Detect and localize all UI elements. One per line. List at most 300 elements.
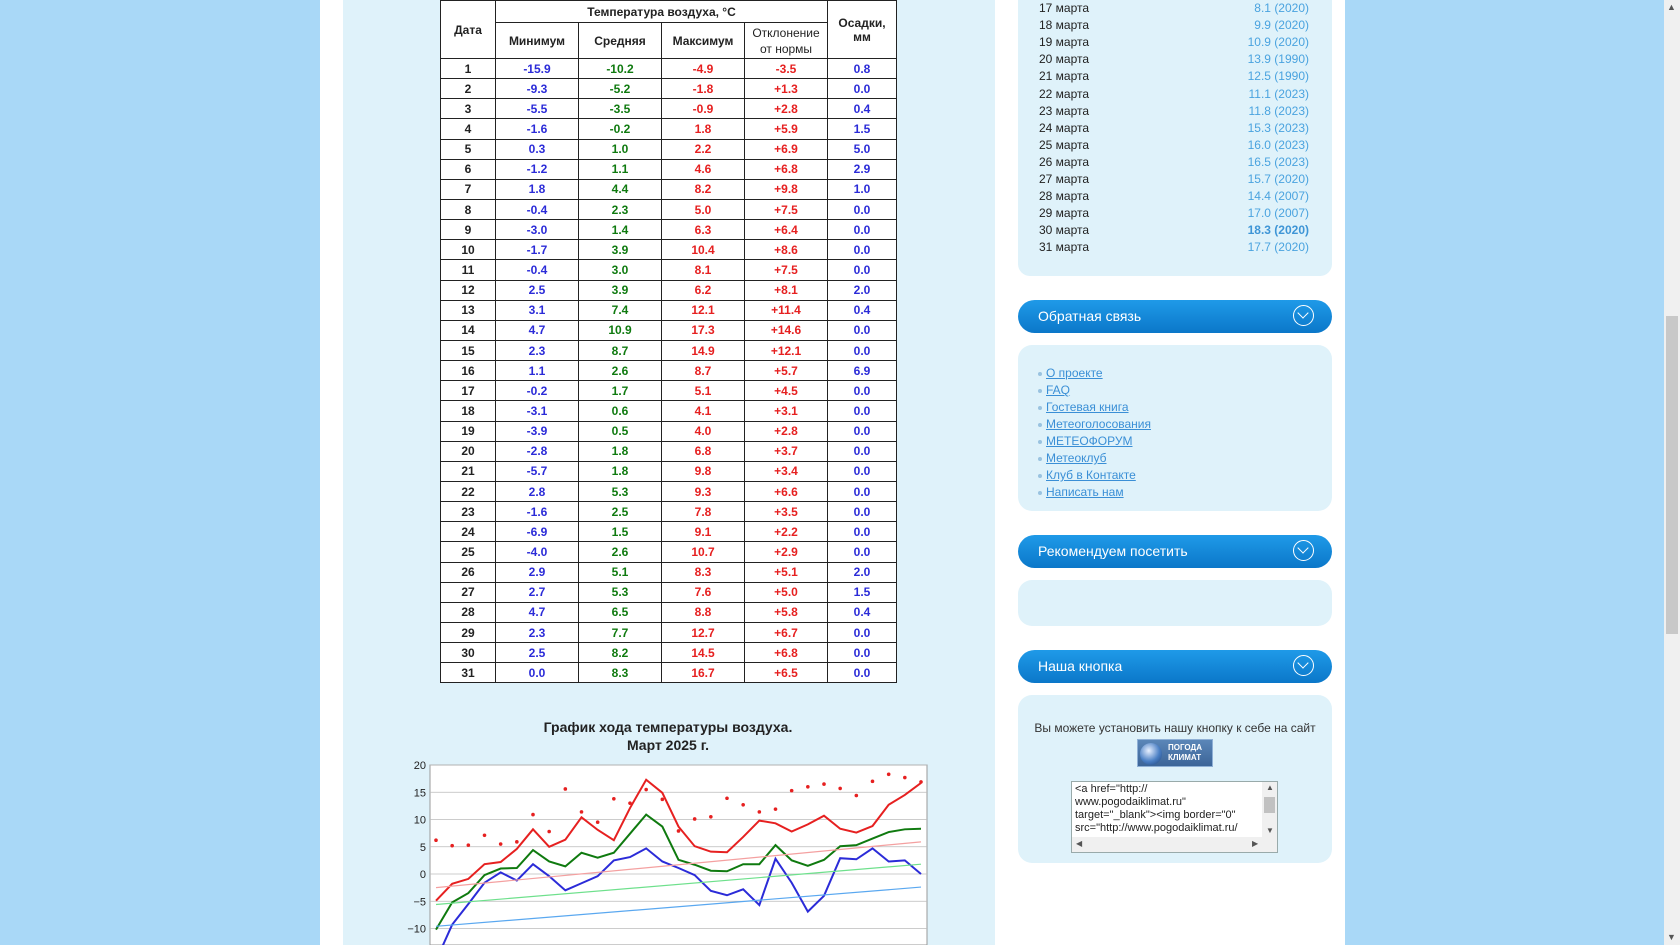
table-row bbox=[441, 79, 897, 99]
cell-min: 0.0 bbox=[496, 663, 579, 683]
records-box bbox=[1018, 0, 1332, 276]
list-item bbox=[1038, 416, 1151, 433]
cell-date: 30 bbox=[441, 643, 496, 663]
globe-icon bbox=[1140, 743, 1162, 765]
list-item bbox=[1038, 450, 1151, 467]
bullet-icon bbox=[1038, 474, 1042, 478]
cell-precip: 0.0 bbox=[828, 643, 897, 663]
cell-min: -6.9 bbox=[496, 522, 579, 542]
cell-precip: 0.0 bbox=[828, 199, 897, 219]
cell-avg: -5.2 bbox=[579, 79, 662, 99]
code-vertical-scrollbar[interactable] bbox=[1262, 782, 1277, 838]
cell-deviation: +3.5 bbox=[745, 502, 828, 522]
table-row bbox=[441, 99, 897, 119]
chart-title-line1: График хода температуры воздуха. bbox=[543, 719, 793, 735]
record-day: 21 марта bbox=[1039, 69, 1090, 84]
cell-max: 14.5 bbox=[662, 643, 745, 663]
cell-precip: 0.8 bbox=[828, 59, 897, 79]
table-row bbox=[441, 260, 897, 280]
cell-deviation: +2.8 bbox=[745, 99, 828, 119]
record-point bbox=[806, 785, 810, 789]
cell-deviation: +3.1 bbox=[745, 401, 828, 421]
cell-date: 29 bbox=[441, 622, 496, 642]
button-section-header[interactable] bbox=[1018, 650, 1332, 683]
scroll-down-icon[interactable]: ▼ bbox=[1266, 826, 1274, 835]
cell-date: 4 bbox=[441, 119, 496, 139]
recommend-box bbox=[1018, 580, 1332, 626]
cell-avg: 8.3 bbox=[579, 663, 662, 683]
cell-deviation: +9.8 bbox=[745, 179, 828, 199]
cell-min: 2.9 bbox=[496, 562, 579, 582]
cell-avg: 5.3 bbox=[579, 481, 662, 501]
record-row bbox=[1039, 239, 1309, 256]
cell-date: 15 bbox=[441, 340, 496, 360]
record-point bbox=[709, 815, 713, 819]
cell-max: 4.1 bbox=[662, 401, 745, 421]
cell-deviation: +11.4 bbox=[745, 300, 828, 320]
cell-precip: 0.0 bbox=[828, 481, 897, 501]
cell-date: 21 bbox=[441, 461, 496, 481]
cell-precip: 5.0 bbox=[828, 139, 897, 159]
header-deviation bbox=[745, 23, 828, 59]
record-point bbox=[677, 829, 681, 833]
page-scroll-thumb[interactable] bbox=[1666, 316, 1678, 634]
bullet-icon bbox=[1038, 491, 1042, 495]
header-deviation-line2: от нормы bbox=[759, 41, 813, 56]
record-point bbox=[838, 787, 842, 791]
record-day: 26 марта bbox=[1039, 154, 1090, 169]
cell-deviation: +7.5 bbox=[745, 260, 828, 280]
table-row bbox=[441, 220, 897, 240]
record-value: 10.9 (2020) bbox=[1247, 35, 1309, 50]
record-point bbox=[758, 810, 762, 814]
record-day: 18 марта bbox=[1039, 18, 1090, 33]
record-row bbox=[1039, 103, 1309, 120]
table-body bbox=[441, 59, 897, 683]
bullet-icon bbox=[1038, 440, 1042, 444]
cell-min: -5.5 bbox=[496, 99, 579, 119]
cell-min: -1.7 bbox=[496, 240, 579, 260]
cell-avg: 7.7 bbox=[579, 622, 662, 642]
cell-precip: 0.0 bbox=[828, 542, 897, 562]
cell-min: -0.4 bbox=[496, 260, 579, 280]
cell-min: -1.6 bbox=[496, 119, 579, 139]
record-day: 30 марта bbox=[1039, 223, 1090, 238]
cell-date: 16 bbox=[441, 361, 496, 381]
cell-max: 6.8 bbox=[662, 441, 745, 461]
cell-deviation: +2.2 bbox=[745, 522, 828, 542]
record-day: 31 марта bbox=[1039, 240, 1090, 255]
record-point bbox=[919, 780, 923, 784]
cell-avg: 0.5 bbox=[579, 421, 662, 441]
record-row bbox=[1039, 120, 1309, 137]
record-value: 16.0 (2023) bbox=[1247, 137, 1309, 152]
record-value: 11.1 (2023) bbox=[1248, 86, 1309, 101]
cell-max: 8.2 bbox=[662, 179, 745, 199]
bullet-icon bbox=[1038, 457, 1042, 461]
record-point bbox=[693, 817, 697, 821]
record-point bbox=[580, 810, 584, 814]
record-row bbox=[1039, 51, 1309, 68]
cell-precip: 6.9 bbox=[828, 361, 897, 381]
badge-line2: КЛИМАТ bbox=[1168, 753, 1202, 762]
cell-date: 6 bbox=[441, 159, 496, 179]
record-value: 11.8 (2023) bbox=[1248, 103, 1309, 118]
table-row bbox=[441, 542, 897, 562]
cell-date: 20 bbox=[441, 441, 496, 461]
feedback-link[interactable]: Написать нам bbox=[1046, 485, 1124, 499]
record-day: 29 марта bbox=[1039, 206, 1090, 221]
record-day: 25 марта bbox=[1039, 137, 1090, 152]
code-scroll-thumb[interactable] bbox=[1264, 797, 1275, 813]
chevron-down-icon[interactable] bbox=[1293, 305, 1314, 326]
bullet-icon bbox=[1038, 389, 1042, 393]
table-row bbox=[441, 401, 897, 421]
record-row bbox=[1039, 0, 1309, 17]
badge-line1: ПОГОДА bbox=[1168, 743, 1202, 752]
cell-precip: 0.0 bbox=[828, 622, 897, 642]
cell-min: 1.1 bbox=[496, 361, 579, 381]
cell-date: 28 bbox=[441, 602, 496, 622]
y-tick-label: 20 bbox=[413, 760, 426, 772]
cell-precip: 0.0 bbox=[828, 381, 897, 401]
cell-date: 9 bbox=[441, 220, 496, 240]
cell-max: 7.8 bbox=[662, 502, 745, 522]
cell-date: 14 bbox=[441, 320, 496, 340]
cell-date: 10 bbox=[441, 240, 496, 260]
header-date: Дата bbox=[441, 1, 496, 59]
feedback-link[interactable]: Клуб в Контакте bbox=[1046, 468, 1136, 482]
record-value: 15.7 (2020) bbox=[1247, 172, 1309, 186]
cell-avg: 10.9 bbox=[579, 320, 662, 340]
cell-deviation: +6.7 bbox=[745, 622, 828, 642]
cell-max: 9.3 bbox=[662, 481, 745, 501]
cell-max: 2.2 bbox=[662, 139, 745, 159]
record-value: 9.9 (2020) bbox=[1254, 18, 1309, 33]
record-point bbox=[450, 844, 454, 848]
scroll-left-icon[interactable]: ◀ bbox=[1076, 839, 1083, 848]
cell-min: 2.3 bbox=[496, 622, 579, 642]
table-row bbox=[441, 562, 897, 582]
feedback-header[interactable] bbox=[1018, 300, 1332, 333]
temperature-chart bbox=[400, 757, 940, 945]
record-point bbox=[612, 797, 616, 801]
cell-precip: 2.0 bbox=[828, 562, 897, 582]
y-tick-label: 15 bbox=[413, 787, 426, 800]
table-row bbox=[441, 663, 897, 683]
table-row bbox=[441, 199, 897, 219]
cell-deviation: +6.5 bbox=[745, 663, 828, 683]
cell-avg: 4.4 bbox=[579, 179, 662, 199]
page-scrollbar[interactable] bbox=[1664, 0, 1680, 945]
table-row bbox=[441, 381, 897, 401]
table-row bbox=[441, 441, 897, 461]
cell-precip: 0.0 bbox=[828, 522, 897, 542]
cell-date: 7 bbox=[441, 179, 496, 199]
cell-avg: 1.8 bbox=[579, 461, 662, 481]
cell-max: 8.7 bbox=[662, 361, 745, 381]
record-point bbox=[871, 780, 875, 784]
cell-avg: 8.2 bbox=[579, 643, 662, 663]
chart-title-line2: Март 2025 г. bbox=[626, 737, 710, 753]
cell-avg: 1.5 bbox=[579, 522, 662, 542]
cell-max: 6.3 bbox=[662, 220, 745, 240]
cell-min: 0.3 bbox=[496, 139, 579, 159]
cell-max: 9.8 bbox=[662, 461, 745, 481]
record-point bbox=[741, 803, 745, 807]
cell-min: -0.4 bbox=[496, 199, 579, 219]
y-tick-label: 10 bbox=[413, 814, 426, 827]
record-point bbox=[596, 820, 600, 824]
code-textarea[interactable] bbox=[1071, 781, 1278, 853]
record-value: 14.4 (2007) bbox=[1247, 189, 1309, 204]
record-row bbox=[1039, 171, 1309, 188]
button-section-title: Наша кнопка bbox=[1038, 658, 1123, 674]
cell-deviation: +14.6 bbox=[745, 320, 828, 340]
table-row bbox=[441, 59, 897, 79]
list-item bbox=[1038, 433, 1151, 450]
cell-max: 9.1 bbox=[662, 522, 745, 542]
record-point bbox=[644, 788, 648, 792]
header-deviation-line1: Отклонение bbox=[752, 25, 820, 40]
cell-avg: 2.5 bbox=[579, 502, 662, 522]
cell-min: -4.0 bbox=[496, 542, 579, 562]
record-point bbox=[822, 782, 826, 786]
feedback-title: Обратная связь bbox=[1038, 308, 1142, 324]
cell-max: 1.8 bbox=[662, 119, 745, 139]
record-row bbox=[1039, 86, 1309, 103]
cell-min: 1.8 bbox=[496, 179, 579, 199]
feedback-link[interactable]: FAQ bbox=[1046, 383, 1071, 397]
cell-precip: 0.0 bbox=[828, 220, 897, 240]
cell-max: 8.3 bbox=[662, 562, 745, 582]
record-point bbox=[499, 842, 503, 846]
cell-max: 5.1 bbox=[662, 381, 745, 401]
feedback-link[interactable]: О проекте bbox=[1046, 366, 1103, 380]
cell-min: 2.5 bbox=[496, 280, 579, 300]
cell-min: -5.7 bbox=[496, 461, 579, 481]
code-horizontal-scrollbar[interactable] bbox=[1072, 837, 1277, 852]
list-item bbox=[1038, 484, 1151, 501]
site-badge[interactable] bbox=[1137, 739, 1213, 767]
code-text: <a href="http:// www.pogodaiklimat.ru" target="_blank"><img border="0" src="http://www.pogodaiklimat.ru/ bbox=[1075, 783, 1238, 834]
cell-deviation: +5.0 bbox=[745, 582, 828, 602]
cell-date: 8 bbox=[441, 199, 496, 219]
chevron-down-icon[interactable] bbox=[1293, 655, 1314, 676]
table-row bbox=[441, 320, 897, 340]
cell-avg: 1.4 bbox=[579, 220, 662, 240]
cell-precip: 1.5 bbox=[828, 582, 897, 602]
cell-deviation: -3.5 bbox=[745, 59, 828, 79]
cell-min: 3.1 bbox=[496, 300, 579, 320]
feedback-link[interactable]: Гостевая книга bbox=[1046, 400, 1129, 414]
cell-max: 14.9 bbox=[662, 340, 745, 360]
table-row bbox=[441, 119, 897, 139]
cell-precip: 1.0 bbox=[828, 179, 897, 199]
bullet-icon bbox=[1038, 372, 1042, 376]
record-day: 24 марта bbox=[1039, 120, 1090, 135]
cell-deviation: +5.8 bbox=[745, 602, 828, 622]
table-row bbox=[441, 622, 897, 642]
table-row bbox=[441, 481, 897, 501]
cell-date: 3 bbox=[441, 99, 496, 119]
cell-deviation: +2.8 bbox=[745, 421, 828, 441]
cell-deviation: +6.8 bbox=[745, 643, 828, 663]
recommend-title: Рекомендуем посетить bbox=[1038, 543, 1188, 559]
cell-min: -3.9 bbox=[496, 421, 579, 441]
table-row bbox=[441, 280, 897, 300]
cell-max: 16.7 bbox=[662, 663, 745, 683]
record-point bbox=[903, 776, 907, 780]
record-point bbox=[661, 798, 665, 802]
button-section-text: Вы можете установить нашу кнопку к себе на сайт bbox=[1034, 721, 1316, 735]
cell-date: 18 bbox=[441, 401, 496, 421]
y-tick-label: 0 bbox=[419, 869, 426, 881]
recommend-header[interactable] bbox=[1018, 535, 1332, 568]
cell-avg: -10.2 bbox=[579, 59, 662, 79]
feedback-link[interactable]: Метеоголосования bbox=[1046, 417, 1151, 431]
cell-deviation: +5.7 bbox=[745, 361, 828, 381]
record-point bbox=[434, 838, 438, 842]
cell-avg: 2.6 bbox=[579, 361, 662, 381]
chevron-down-icon[interactable] bbox=[1293, 540, 1314, 561]
feedback-link[interactable]: Метеоклуб bbox=[1046, 451, 1107, 465]
cell-deviation: +12.1 bbox=[745, 340, 828, 360]
cell-avg: 6.5 bbox=[579, 602, 662, 622]
cell-avg: -3.5 bbox=[579, 99, 662, 119]
table-row bbox=[441, 139, 897, 159]
scroll-up-icon[interactable]: ▲ bbox=[1667, 2, 1676, 12]
cell-deviation: +3.4 bbox=[745, 461, 828, 481]
cell-deviation: +6.4 bbox=[745, 220, 828, 240]
cell-precip: 0.4 bbox=[828, 602, 897, 622]
feedback-box bbox=[1018, 345, 1332, 511]
cell-min: -3.0 bbox=[496, 220, 579, 240]
record-row bbox=[1039, 154, 1309, 171]
record-point bbox=[547, 830, 551, 834]
record-day: 28 марта bbox=[1039, 189, 1090, 204]
cell-precip: 0.0 bbox=[828, 260, 897, 280]
cell-precip: 0.0 bbox=[828, 320, 897, 340]
cell-date: 22 bbox=[441, 481, 496, 501]
cell-deviation: +6.9 bbox=[745, 139, 828, 159]
feedback-link[interactable]: МЕТЕОФОРУМ bbox=[1046, 434, 1133, 448]
cell-date: 25 bbox=[441, 542, 496, 562]
table-row bbox=[441, 643, 897, 663]
cell-min: -0.2 bbox=[496, 381, 579, 401]
cell-date: 5 bbox=[441, 139, 496, 159]
cell-precip: 2.0 bbox=[828, 280, 897, 300]
record-value: 16.5 (2023) bbox=[1247, 154, 1309, 169]
cell-date: 12 bbox=[441, 280, 496, 300]
cell-max: 4.6 bbox=[662, 159, 745, 179]
cell-avg: 2.3 bbox=[579, 199, 662, 219]
cell-max: 4.0 bbox=[662, 421, 745, 441]
cell-precip: 0.0 bbox=[828, 461, 897, 481]
cell-max: 10.4 bbox=[662, 240, 745, 260]
y-tick-label: −10 bbox=[407, 923, 426, 936]
table-row bbox=[441, 602, 897, 622]
table-row bbox=[441, 300, 897, 320]
record-row bbox=[1039, 17, 1309, 34]
cell-max: 8.1 bbox=[662, 260, 745, 280]
record-point bbox=[483, 834, 487, 838]
cell-avg: 5.1 bbox=[579, 562, 662, 582]
cell-date: 2 bbox=[441, 79, 496, 99]
table-row bbox=[441, 159, 897, 179]
list-item bbox=[1038, 467, 1151, 484]
feedback-links bbox=[1038, 365, 1151, 501]
record-point bbox=[790, 789, 794, 793]
cell-avg: 7.4 bbox=[579, 300, 662, 320]
list-item bbox=[1038, 382, 1151, 399]
cell-min: -1.2 bbox=[496, 159, 579, 179]
record-day: 20 марта bbox=[1039, 52, 1090, 67]
cell-min: 2.3 bbox=[496, 340, 579, 360]
header-min: Минимум bbox=[496, 23, 579, 59]
button-section-box bbox=[1018, 695, 1332, 863]
table-row bbox=[441, 522, 897, 542]
cell-min: -1.6 bbox=[496, 502, 579, 522]
cell-max: 6.2 bbox=[662, 280, 745, 300]
record-value: 13.9 (1990) bbox=[1247, 52, 1309, 67]
scroll-down-icon[interactable]: ▼ bbox=[1667, 932, 1676, 942]
record-point bbox=[855, 794, 859, 798]
cell-precip: 0.0 bbox=[828, 663, 897, 683]
record-point bbox=[531, 813, 535, 817]
cell-deviation: +8.6 bbox=[745, 240, 828, 260]
cell-deviation: +4.5 bbox=[745, 381, 828, 401]
bullet-icon bbox=[1038, 406, 1042, 410]
cell-deviation: +3.7 bbox=[745, 441, 828, 461]
cell-precip: 0.0 bbox=[828, 401, 897, 421]
cell-date: 26 bbox=[441, 562, 496, 582]
cell-avg: 5.3 bbox=[579, 582, 662, 602]
record-point bbox=[628, 801, 632, 805]
cell-deviation: +7.5 bbox=[745, 199, 828, 219]
record-point bbox=[725, 796, 729, 800]
cell-deviation: +5.1 bbox=[745, 562, 828, 582]
cell-precip: 0.4 bbox=[828, 99, 897, 119]
cell-precip: 2.9 bbox=[828, 159, 897, 179]
cell-avg: 1.1 bbox=[579, 159, 662, 179]
cell-precip: 0.0 bbox=[828, 240, 897, 260]
scroll-up-icon[interactable]: ▲ bbox=[1266, 783, 1274, 792]
cell-deviation: +1.3 bbox=[745, 79, 828, 99]
y-tick-label: −5 bbox=[413, 896, 426, 909]
scroll-right-icon[interactable]: ▶ bbox=[1252, 839, 1259, 848]
cell-precip: 0.4 bbox=[828, 300, 897, 320]
cell-avg: -0.2 bbox=[579, 119, 662, 139]
y-tick-label: 5 bbox=[419, 841, 426, 854]
cell-date: 27 bbox=[441, 582, 496, 602]
cell-min: -2.8 bbox=[496, 441, 579, 461]
cell-avg: 1.7 bbox=[579, 381, 662, 401]
record-day: 19 марта bbox=[1039, 35, 1090, 50]
badge-text bbox=[1168, 743, 1202, 763]
table-row bbox=[441, 240, 897, 260]
header-max: Максимум bbox=[662, 23, 745, 59]
climate-table bbox=[440, 0, 897, 683]
cell-max: 10.7 bbox=[662, 542, 745, 562]
record-point bbox=[564, 787, 568, 791]
record-value: 18.3 (2020) bbox=[1247, 223, 1309, 238]
list-item bbox=[1038, 365, 1151, 382]
cell-precip: 1.5 bbox=[828, 119, 897, 139]
table-row bbox=[441, 582, 897, 602]
cell-avg: 8.7 bbox=[579, 340, 662, 360]
cell-max: -0.9 bbox=[662, 99, 745, 119]
